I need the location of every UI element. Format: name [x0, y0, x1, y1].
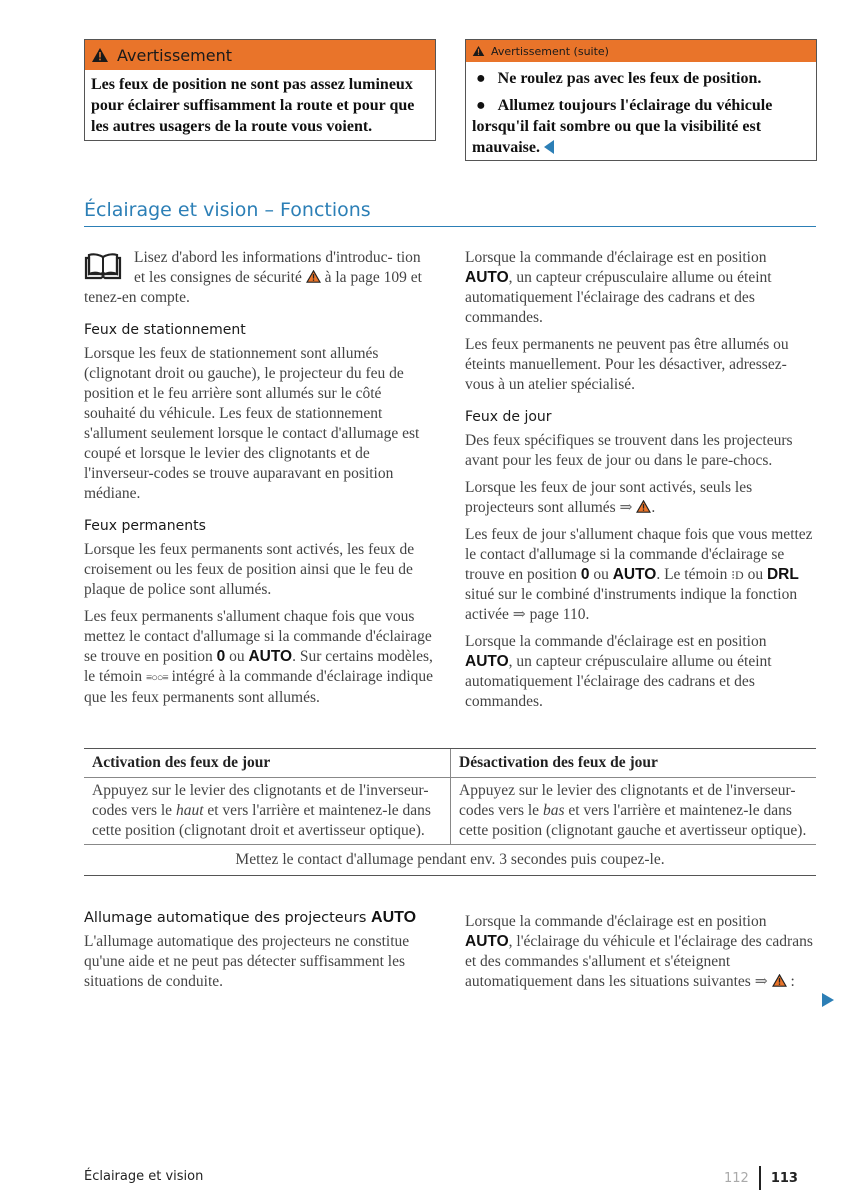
arrow-icon: ⇒ [619, 499, 633, 516]
paragraph-auto-sensor-2: Lorsque la commande d'éclairage est en position AUTO, un capteur crépusculaire allume ou éteint automatiquement l'éclairage des cadrans et des commandes. [465, 633, 772, 710]
daytime-light-indicator-icon: ⁝D [731, 568, 744, 582]
warning-icon [91, 47, 109, 63]
warning-title: Avertissement [117, 45, 232, 65]
paragraph-auto-situations: Lorsque la commande d'éclairage est en position AUTO, l'éclairage du véhicule et l'éclairage des cadrans et des commandes s'allument et s'éteignent automatiquement dans les situations suivantes ⇒ : [465, 913, 813, 990]
intro-paragraph: Lisez d'abord les informations d'introduc- tion et les consignes de sécurité à la page 109 et tenez-en compte. [84, 249, 422, 306]
footer-chapter: Éclairage et vision [84, 1169, 204, 1184]
warning-bullets [466, 62, 816, 164]
warning-box-right [465, 39, 817, 161]
switch-position-auto: AUTO [465, 653, 509, 670]
bottom-left-column [84, 908, 434, 999]
switch-position-auto: AUTO [371, 909, 417, 926]
heading-daytime-lights: Feux de jour [465, 409, 552, 425]
table-row [84, 778, 816, 844]
warning-icon [472, 45, 485, 57]
paragraph-parking-lights: Lorsque les feux de stationnement sont allumés (clignotant droit ou gauche), le projecteur du feu de position et le feu arrière sont allumés sur le côté souhaité du véhicule. Les feux de stationnement s'allument seulement lorsque le contact d'allumage est coupé et lorsque le levier des clignotants et de l'inverseur-codes se trouve auparavant en position médiane. [84, 345, 420, 502]
end-of-section-icon [544, 140, 554, 154]
paragraph-permanent-2: Les feux permanents s'allument chaque fois que vous mettez le contact d'allumage si la commande d'éclairage se trouve en position 0 ou AUTO. Sur certains modèles, le témoin ≡○○≡ intégré à la commande d'éclairage indique que les feux permanents sont allumés. [84, 608, 434, 706]
page-numbers [724, 1166, 798, 1190]
warning-box-left [84, 39, 436, 141]
paragraph-auto-headlights: L'allumage automatique des projecteurs ne constitue qu'une aide et ne peut pas détecter suffisamment les situations de conduite. [84, 933, 410, 990]
paragraph-daytime-2: Lorsque les feux de jour sont activés, seuls les projecteurs sont allumés ⇒ . [465, 479, 753, 516]
bullet-icon: ● [476, 97, 486, 114]
warning-header [85, 40, 435, 70]
left-column [84, 248, 434, 715]
warning-title: Avertissement (suite) [491, 44, 609, 58]
switch-position-auto: AUTO [248, 648, 293, 665]
switch-position-auto: AUTO [465, 269, 509, 286]
warning-text: Les feux de position ne sont pas assez lumineux pour éclairer suffisamment la route et pour que les autres usagers de la route vous voient. [91, 76, 415, 135]
warning-icon [772, 974, 787, 987]
switch-position-auto: AUTO [465, 933, 509, 950]
table-header-row [84, 749, 816, 777]
warning-icon [306, 270, 321, 283]
daytime-lights-table [84, 748, 816, 876]
paragraph-permanent-note: Les feux permanents ne peuvent pas être allumés ou éteints manuellement. Pour les désactiver, adressez-vous à un atelier spécialisé. [465, 336, 789, 393]
page-number-left: 112 [724, 1170, 749, 1186]
table-header-deactivation: Désactivation des feux de jour [450, 749, 816, 777]
section-divider [84, 226, 816, 227]
page-number-divider [759, 1166, 761, 1190]
arrow-icon: ⇒ [512, 606, 526, 623]
switch-position-auto: AUTO [612, 566, 657, 583]
bottom-right-column [465, 912, 815, 999]
page-number-right: 113 [770, 1170, 798, 1186]
drl-indicator: DRL [766, 566, 799, 583]
warning-header-continued [466, 40, 816, 62]
section-title: Éclairage et vision – Fonctions [84, 199, 371, 221]
paragraph-permanent-1: Lorsque les feux permanents sont activés, les feux de croisement ou les feux de position ainsi que le feu de plaque de police sont allumés. [84, 541, 415, 598]
paragraph-daytime-3: Les feux de jour s'allument chaque fois que vous mettez le contact d'allumage si la commande d'éclairage se trouve en position 0 ou AUTO. Le témoin ⁝D ou DRL situé sur le combiné d'instruments indique la fonction activée ⇒ page 110. [465, 526, 813, 623]
paragraph-auto-sensor-1: Lorsque la commande d'éclairage est en position AUTO, un capteur crépusculaire allume ou éteint automatiquement l'éclairage des cadrans et des commandes. [465, 249, 772, 326]
arrow-icon: ⇒ [754, 973, 768, 990]
heading-permanent-lights: Feux permanents [84, 518, 206, 534]
warning-bullet-2: ● Allumez toujours l'éclairage du véhicule lorsqu'il fait sombre ou que la visibilité est mauvaise. [472, 97, 773, 156]
table-cell-deactivation: Appuyez sur le levier des clignotants et de l'inverseur-codes vers le bas et vers l'arrière et maintenez-le dans cette position (clignotant gauche et avertisseur optique). [450, 778, 816, 844]
table-cell-activation: Appuyez sur le levier des clignotants et de l'inverseur-codes vers le haut et vers l'arrière et maintenez-le dans cette position (clignotant droit et avertisseur optique). [92, 782, 431, 839]
table-header-activation: Activation des feux de jour [92, 754, 271, 771]
warning-icon [636, 500, 651, 513]
book-icon [84, 252, 122, 286]
bullet-icon: ● [476, 70, 486, 87]
warning-bullet-1: ● Ne roulez pas avec les feux de position. [476, 70, 762, 87]
table-footer: Mettez le contact d'allumage pendant env. 3 secondes puis coupez-le. [235, 851, 665, 868]
paragraph-daytime-1: Des feux spécifiques se trouvent dans les projecteurs avant pour les feux de jour ou dans le pare-chocs. [465, 432, 793, 469]
switch-position-0: 0 [580, 566, 590, 583]
heading-parking-lights: Feux de stationnement [84, 322, 246, 338]
heading-auto-headlights: Allumage automatique des projecteurs AUTO [84, 909, 417, 926]
continue-arrow-icon [822, 993, 834, 1007]
right-column [465, 248, 815, 719]
switch-position-0: 0 [216, 648, 226, 665]
position-light-indicator-icon: ≡○○≡ [146, 672, 168, 684]
